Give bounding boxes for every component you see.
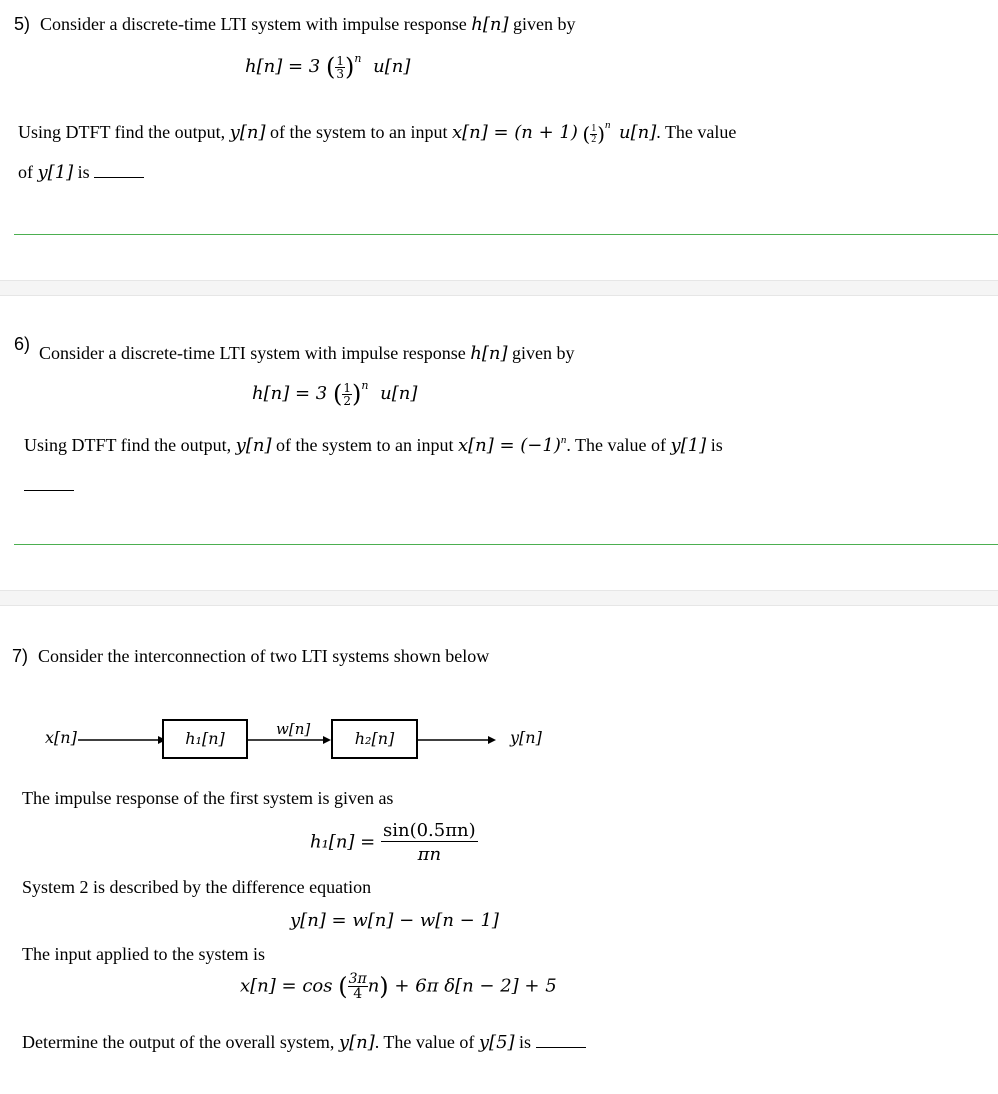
system-block-h2: h₂[n] (331, 719, 418, 759)
question-6-body: Using DTFT find the output, y[n] of the system to an input $x[n] = (-1)^n$. The value of y[1] is (24, 434, 723, 456)
question-7-line1: The impulse response of the first system is given as (22, 788, 394, 808)
question-6-heading: Consider a discrete-time LTI system with impulse response h[n] given by (39, 343, 575, 364)
input-equation: x[n] = cos ( $\frac{3\pi}{4}$ n) + 6π δ[n − 2] + 5 (240, 971, 557, 1002)
question-7-line4: Determine the output of the overall system, y[n]. The value of y[5] is (22, 1032, 586, 1053)
question-7-line2: System 2 is described by the difference equation (22, 877, 372, 897)
question-5-answer-line: of y[1] is (18, 162, 144, 183)
question-separator (0, 280, 998, 296)
difference-equation: y[n] = w[n] − w[n − 1] (290, 910, 499, 931)
question-7-heading: 7) Consider the interconnection of two LTI systems shown below (12, 646, 490, 666)
question-5-impulse-equation: h[n] = 3 ( $\frac{1}{3}$ )$^n$ u[n] (245, 52, 411, 81)
question-separator (0, 590, 998, 606)
answer-blank-5[interactable] (94, 163, 144, 178)
question-7-line3: The input applied to the system is (22, 944, 265, 964)
diagram-arrows (78, 730, 558, 750)
question-6-number: 6) (14, 334, 31, 354)
answer-blank-7[interactable] (536, 1033, 586, 1048)
diagram-output-label: y[n] (510, 728, 542, 747)
h1-equation: h₁[n] = $\frac{\sin(0.5\pi n)}{\pi n}$ (310, 820, 476, 865)
diagram-input-label: x[n] (45, 728, 77, 747)
divider-line (14, 544, 998, 545)
question-5-number: 5) (14, 14, 31, 34)
question-5-body: Using DTFT find the output, y[n] of the system to an input x[n] = (n + 1) ( $\frac{1}{2}$ )$^n$ u[n]. The value (18, 119, 737, 146)
question-6-impulse-equation: h[n] = 3 ( $\frac{1}{2}$ )$^n$ u[n] (252, 379, 418, 408)
system-block-h1: h₁[n] (162, 719, 248, 759)
diagram-mid-label: w[n] (276, 720, 311, 738)
question-5-heading: 5) Consider a discrete-time LTI system with impulse response h[n] given by (14, 14, 576, 35)
divider-line (14, 234, 998, 235)
answer-blank-6[interactable] (24, 476, 74, 496)
